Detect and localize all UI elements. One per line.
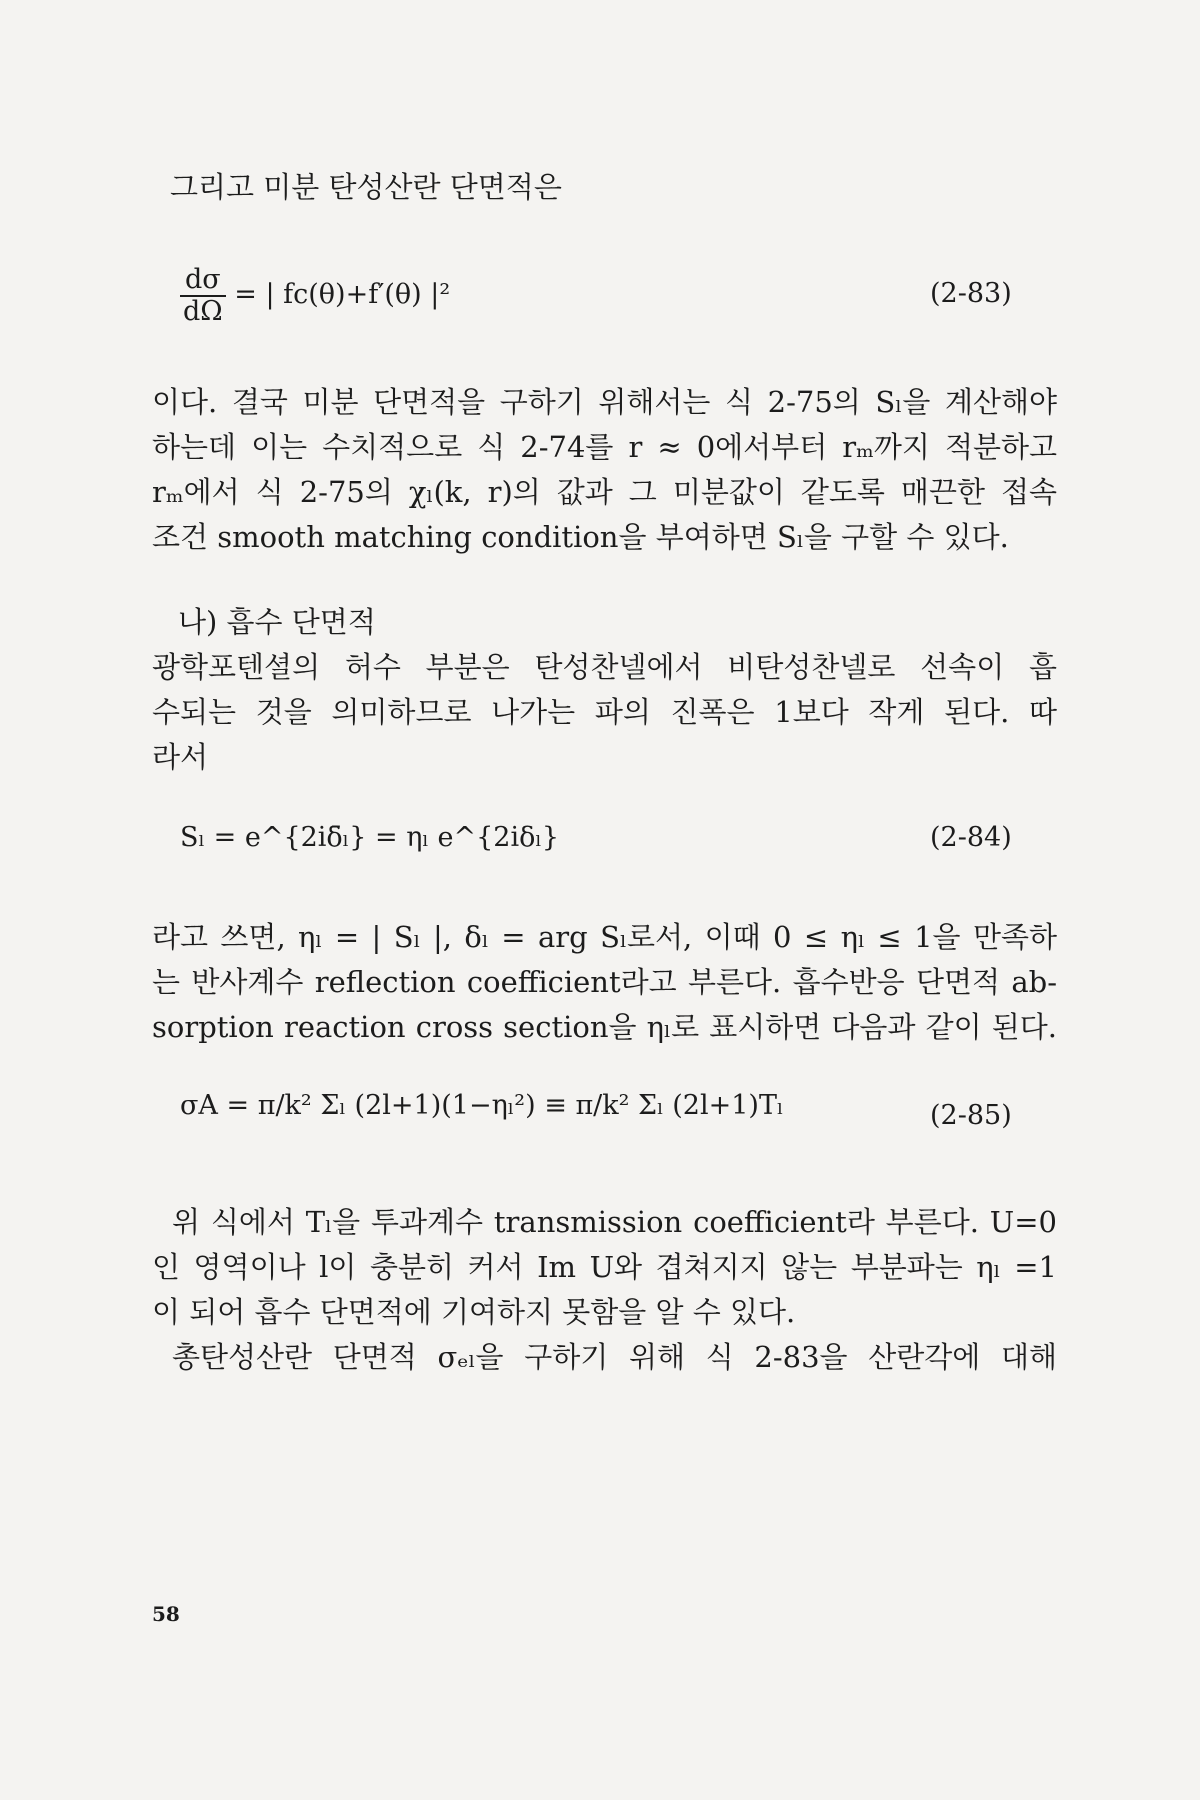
paragraph-4-line-3: 이 되어 흡수 단면적에 기여하지 못함을 알 수 있다.	[152, 1295, 796, 1329]
paragraph-4-line-2: 인 영역이나 l이 충분히 커서 Im U와 겹쳐지지 않는 부분파는 ηₗ =1	[152, 1250, 1057, 1284]
equation-2-83	[180, 265, 450, 326]
equation-2-85	[180, 1090, 784, 1121]
section-line-1: 광학포텐셜의 허수 부분은 탄성찬넬에서 비탄성찬넬로 선속이 흡	[152, 650, 1057, 684]
page-number: 58	[152, 1602, 180, 1626]
paragraph-2-line-4: 조건 smooth matching condition을 부여하면 Sₗ을 구할 수 있다.	[152, 520, 1009, 554]
equation-rhs: = | fc(θ)+f′(θ) |²	[234, 279, 451, 311]
fraction-numerator: dσ	[180, 265, 226, 297]
fraction-denominator: dΩ	[183, 295, 223, 327]
section-heading: 나) 흡수 단면적	[178, 605, 376, 639]
paragraph-3-line-1: 라고 쓰면, ηₗ = | Sₗ |, δₗ = arg Sₗ로서, 이때 0 ≤ ηₗ ≤ 1을 만족하	[152, 920, 1057, 954]
equation-2-84	[180, 822, 559, 853]
fraction-dsigma-domega	[180, 265, 226, 326]
equation-number-2-83: (2-83)	[930, 278, 1012, 309]
paragraph-3-line-2: 는 반사계수 reflection coefficient라고 부른다. 흡수반응 단면적 ab-	[152, 965, 1057, 999]
paragraph-1-line: 그리고 미분 탄성산란 단면적은	[170, 170, 562, 204]
paragraph-2-line-1: 이다. 결국 미분 단면적을 구하기 위해서는 식 2-75의 Sₗ을 계산해야	[152, 385, 1057, 419]
paragraph-3-line-3: sorption reaction cross section을 ηₗ로 표시하면 다음과 같이 된다.	[152, 1010, 1057, 1044]
equation-2-84-text: Sₗ = e^{2iδ̄ₗ} = ηₗ e^{2iδₗ}	[180, 822, 560, 853]
paragraph-4-line-4: 총탄성산란 단면적 σₑₗ을 구하기 위해 식 2-83을 산란각에 대해	[172, 1340, 1057, 1374]
paragraph-4-line-1: 위 식에서 Tₗ을 투과계수 transmission coefficient라 부른다. U=0	[172, 1205, 1057, 1239]
paragraph-2-line-3: rₘ에서 식 2-75의 χₗ(k, r)의 값과 그 미분값이 같도록 매끈한 접속	[152, 475, 1057, 509]
equation-2-85-text: σA = π/k² Σₗ (2l+1)(1−ηₗ²) ≡ π/k² Σₗ (2l+1)Tₗ	[180, 1090, 784, 1121]
equation-number-2-84: (2-84)	[930, 822, 1012, 853]
equation-number-2-85: (2-85)	[930, 1100, 1012, 1131]
paragraph-2-line-2: 하는데 이는 수치적으로 식 2-74를 r ≈ 0에서부터 rₘ까지 적분하고	[152, 430, 1057, 464]
section-line-2: 수되는 것을 의미하므로 나가는 파의 진폭은 1보다 작게 된다. 따	[152, 695, 1057, 729]
section-line-3: 라서	[152, 740, 209, 774]
